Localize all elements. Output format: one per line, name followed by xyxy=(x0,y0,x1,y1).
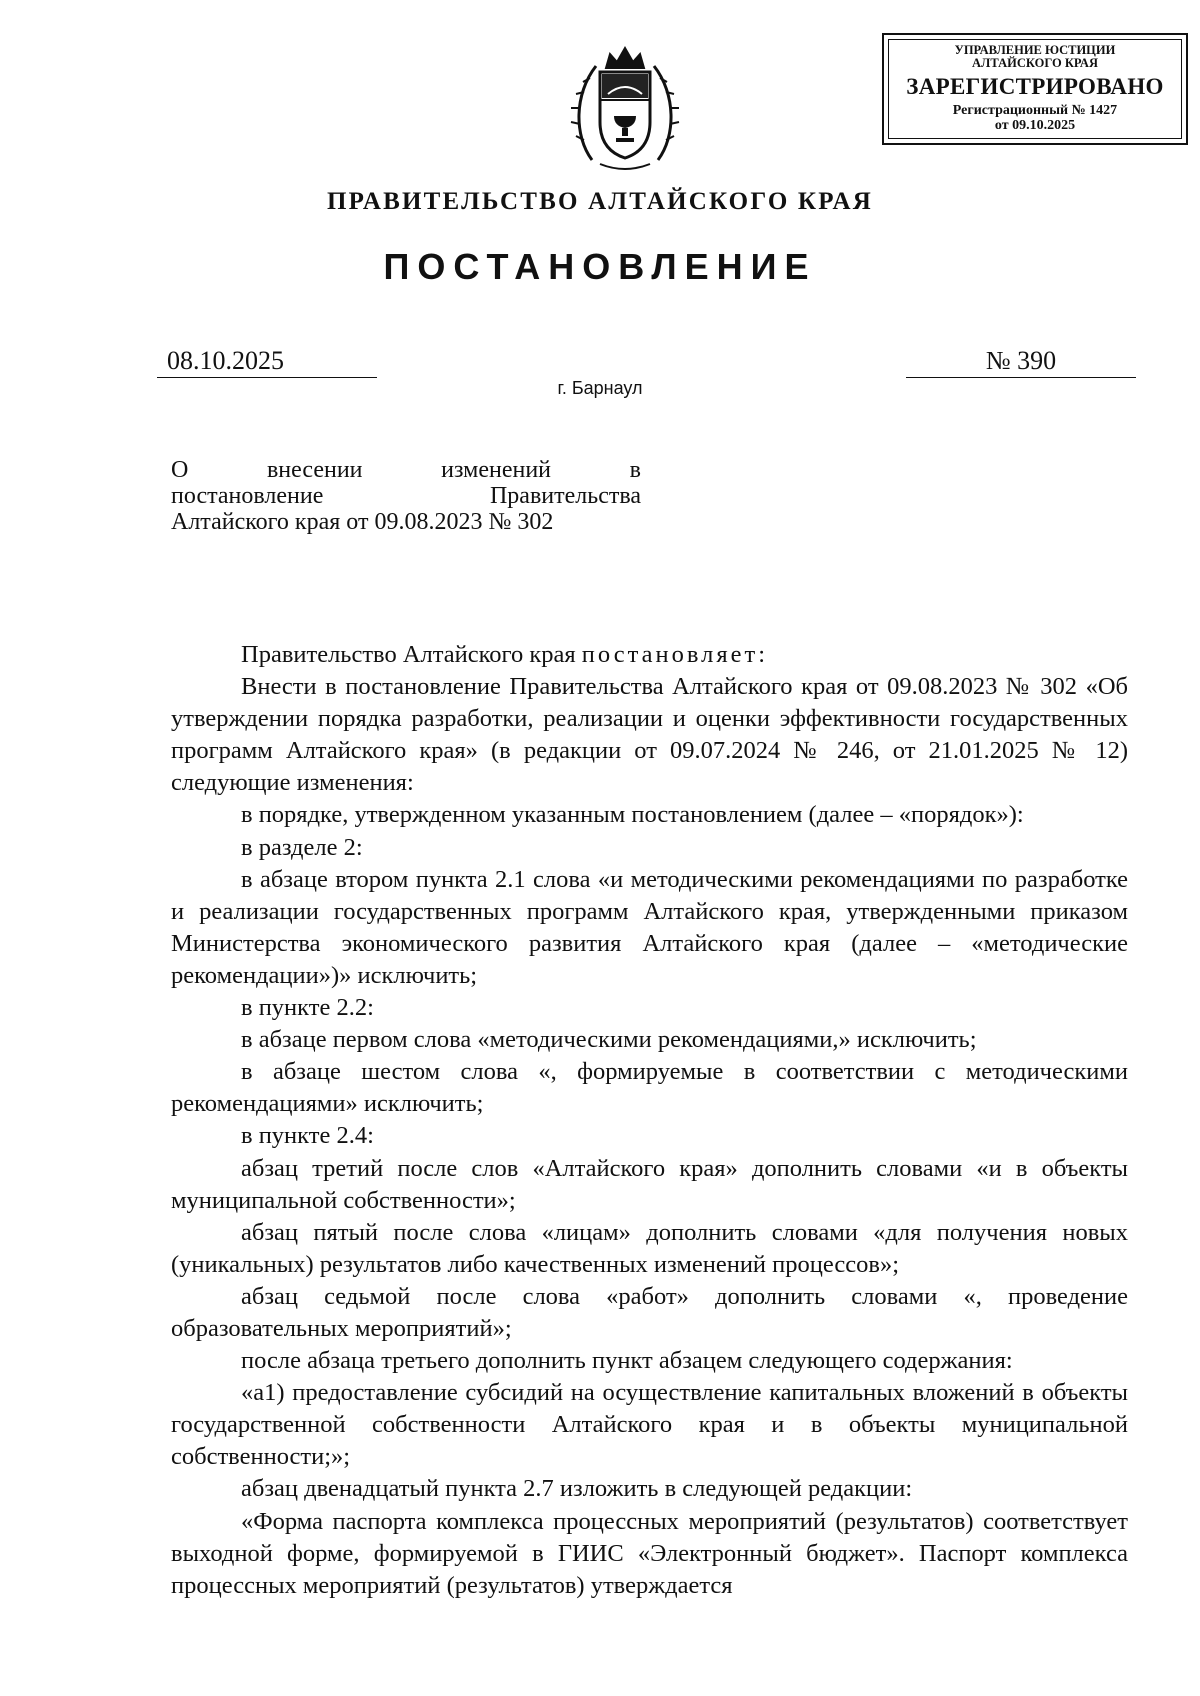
intro-action-word: постановляет xyxy=(581,641,759,668)
body-paragraph: Внести в постановление Правительства Алтайского края от 09.08.2023 № 302 «Об утверждении порядка разработки, реализации и оценки эффективности государственных программ Алтайского края» (в редакции от 09.07.2024 № 246, от 21.01.2025 № 12) следующие изменения: xyxy=(171,673,1128,797)
document-date: 08.10.2025 xyxy=(157,345,377,378)
document-type-heading: ПОСТАНОВЛЕНИЕ xyxy=(383,246,817,287)
subject-word: О xyxy=(171,457,189,483)
body-paragraph: в абзаце втором пункта 2.1 слова «и методическими рекомендациями по разработке и реализации государственных программ Алтайского края, утвержденными приказом Министерства экономического развития Алтайского края (далее – «методические рекомендации»)» исключить; xyxy=(171,865,1128,989)
body-paragraph: в абзаце первом слова «методическими рекомендациями,» исключить; xyxy=(241,1026,977,1054)
intro-suffix: : xyxy=(758,641,765,668)
subject-line-2 xyxy=(171,483,641,509)
stamp-reg-date: от 09.10.2025 xyxy=(994,118,1076,134)
subject-word: постановление xyxy=(171,483,324,509)
body-paragraph: абзац двенадцатый пункта 2.7 изложить в следующей редакции: xyxy=(241,1475,913,1503)
body-paragraph: «а1) предоставление субсидий на осуществление капитальных вложений в объекты государственной собственности Алтайского края и в объекты муниципальной собственности;»; xyxy=(171,1379,1128,1471)
subject-line-1 xyxy=(171,457,641,483)
subject-line-3: Алтайского края от 09.08.2023 № 302 xyxy=(171,509,554,535)
document-body xyxy=(171,639,1128,1602)
stamp-authority-line2: АЛТАЙСКОГО КРАЯ xyxy=(972,56,1098,71)
body-paragraph: абзац седьмой после слова «работ» дополнить словами «, проведение образовательных мероприятий»; xyxy=(171,1282,1128,1342)
body-intro-paragraph xyxy=(171,639,1128,671)
stamp-authority-line1: УПРАВЛЕНИЕ ЮСТИЦИИ xyxy=(954,43,1116,57)
document-number: № 390 xyxy=(906,345,1136,378)
document-subject xyxy=(171,457,641,535)
body-paragraph: после абзаца третьего дополнить пункт абзацем следующего содержания: xyxy=(241,1347,1013,1375)
body-paragraph: «Форма паспорта комплекса процессных мероприятий (результатов) соответствует выходной форме, формируемой в ГИИС «Электронный бюджет». Паспорт комплекса процессных мероприятий (результатов) утверждается xyxy=(171,1507,1128,1599)
subject-word: внесении xyxy=(266,457,363,483)
government-title: ПРАВИТЕЛЬСТВО АЛТАЙСКОГО КРАЯ xyxy=(326,188,874,215)
stamp-status: ЗАРЕГИСТРИРОВАНО xyxy=(906,74,1164,100)
body-paragraph: в разделе 2: xyxy=(241,833,363,861)
registration-stamp xyxy=(882,33,1188,145)
subject-word: в xyxy=(629,457,641,483)
stamp-reg-number: Регистрационный № 1427 xyxy=(952,103,1118,119)
intro-prefix: Правительство Алтайского края xyxy=(241,641,582,668)
subject-word: Правительства xyxy=(489,483,641,509)
document-city: г. Барнаул xyxy=(557,378,643,398)
body-paragraph: в пункте 2.4: xyxy=(241,1122,374,1150)
subject-word: изменений xyxy=(441,457,552,483)
body-paragraph: в порядке, утвержденном указанным постановлением (далее – «порядок»): xyxy=(241,801,1024,829)
coat-of-arms-emblem xyxy=(570,40,680,180)
body-paragraph: абзац третий после слов «Алтайского края» дополнить словами «и в объекты муниципальной собственности»; xyxy=(171,1154,1128,1214)
body-paragraph: в пункте 2.2: xyxy=(241,994,374,1022)
body-paragraph: в абзаце шестом слова «, формируемые в соответствии с методическими рекомендациями» исключить; xyxy=(171,1058,1128,1118)
registration-stamp-inner-border xyxy=(888,39,1182,139)
body-paragraph: абзац пятый после слова «лицам» дополнить словами «для получения новых (уникальных) результатов либо качественных изменений процессов»; xyxy=(171,1218,1128,1278)
